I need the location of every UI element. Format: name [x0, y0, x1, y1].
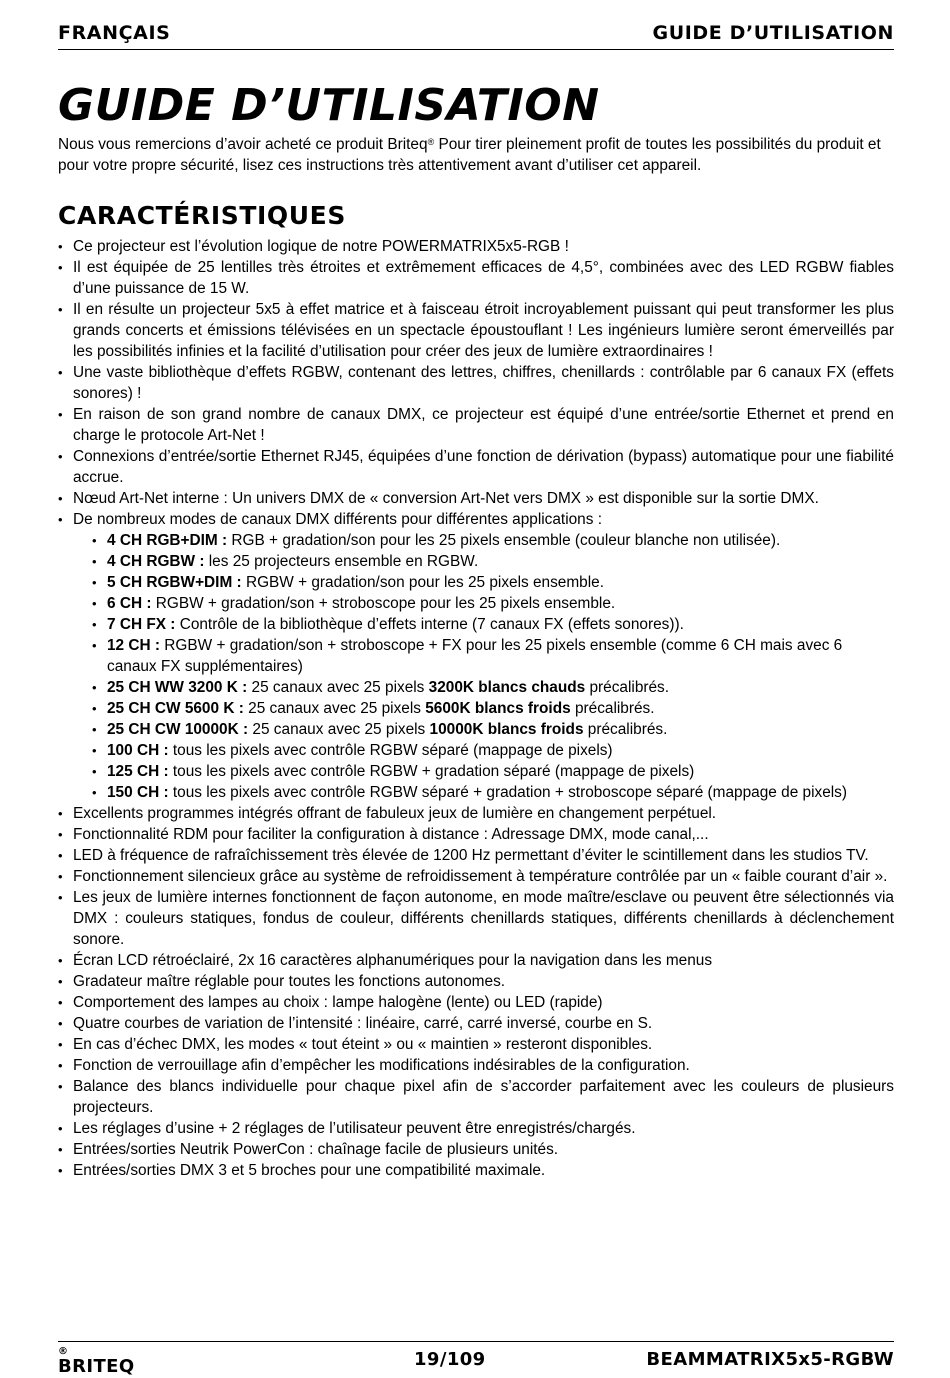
mode-desc: les 25 projecteurs ensemble en RGBW.: [204, 553, 479, 570]
footer-model: BEAMMATRIX5x5-RGBW: [646, 1349, 894, 1370]
feature-item: • Gradateur maître réglable pour toutes les fonctions autonomes.: [58, 971, 894, 992]
mode-label: 5 CH RGBW+DIM :: [107, 574, 242, 591]
mode-label: 25 CH CW 5600 K :: [107, 700, 244, 717]
feature-item-text: De nombreux modes de canaux DMX différents pour différentes applications :: [73, 511, 602, 528]
feature-item: • Quatre courbes de variation de l’intensité : linéaire, carré, carré inversé, courbe en S.: [58, 1013, 894, 1034]
mode-highlight: 3200K blancs chauds: [428, 679, 586, 696]
header-language: FRANÇAIS: [58, 22, 171, 44]
dmx-mode-item: [92, 635, 894, 677]
dmx-mode-item: [92, 719, 894, 740]
feature-item: • Une vaste bibliothèque d’effets RGBW, contenant des lettres, chiffres, chenillards : contrôlable par 6 canaux FX (effets sonores) !: [58, 362, 894, 404]
feature-item: • Les réglages d’usine + 2 réglages de l’utilisateur peuvent être enregistrés/chargés.: [58, 1118, 894, 1139]
mode-desc: 25 canaux avec 25 pixels: [243, 700, 426, 717]
page-header: [58, 22, 894, 50]
intro-text-end: Pour tirer pleinement profit de toutes les possibilités du produit et pour votre propre sécurité, lisez ces instructions très attentivement avant d’utiliser cet appareil.: [58, 136, 881, 174]
feature-item: • Comportement des lampes au choix : lampe halogène (lente) ou LED (rapide): [58, 992, 894, 1013]
dmx-mode-item: [92, 614, 894, 635]
mode-desc: 25 canaux avec 25 pixels: [248, 721, 430, 738]
mode-desc: RGB + gradation/son pour les 25 pixels ensemble (couleur blanche non utilisée).: [227, 532, 781, 549]
dmx-mode-item: [92, 740, 894, 761]
feature-item: • En raison de son grand nombre de canaux DMX, ce projecteur est équipé d’une entrée/sortie Ethernet et prend en charge le protocole Art-Net !: [58, 404, 894, 446]
feature-item: • En cas d’échec DMX, les modes « tout éteint » ou « maintien » resteront disponibles.: [58, 1034, 894, 1055]
page-footer: [58, 1341, 894, 1377]
feature-item: • Nœud Art-Net interne : Un univers DMX de « conversion Art-Net vers DMX » est disponible sur la sortie DMX.: [58, 488, 894, 509]
feature-item: • Les jeux de lumière internes fonctionnent de façon autonome, en mode maître/esclave ou peuvent être sélectionnés via DMX : couleurs statiques, fondus de couleur, différents chenillards statiques, différents chenillards à déclenchement sonore.: [58, 887, 894, 950]
page-number: 19/109: [414, 1349, 486, 1370]
header-section: GUIDE D’UTILISATION: [652, 22, 894, 44]
dmx-mode-item: [92, 677, 894, 698]
section-title: CARACTÉRISTIQUES: [58, 201, 346, 230]
mode-label: 25 CH WW 3200 K :: [107, 679, 248, 696]
feature-item: • Entrées/sorties DMX 3 et 5 broches pour une compatibilité maximale.: [58, 1160, 894, 1181]
dmx-mode-item: [92, 572, 894, 593]
feature-item: • Ce projecteur est l’évolution logique de notre POWERMATRIX5x5-RGB !: [58, 236, 894, 257]
feature-item: • Fonctionnement silencieux grâce au système de refroidissement à température contrôlée par un « faible courant d’air ».: [58, 866, 894, 887]
mode-label: 4 CH RGB+DIM :: [107, 532, 228, 549]
mode-label: 4 CH RGBW :: [107, 553, 205, 570]
feature-item: • Excellents programmes intégrés offrant de fabuleux jeux de lumière en changement perpétuel.: [58, 803, 894, 824]
feature-item: • Fonction de verrouillage afin d’empêcher les modifications indésirables de la configuration.: [58, 1055, 894, 1076]
mode-label: 25 CH CW 10000K :: [107, 721, 249, 738]
dmx-mode-item: [92, 530, 894, 551]
mode-desc: RGBW + gradation/son + stroboscope pour les 25 pixels ensemble.: [151, 595, 616, 612]
brand-registered-mark: ®: [58, 1346, 69, 1357]
mode-desc: Contrôle de la bibliothèque d’effets interne (7 canaux FX (effets sonores)).: [175, 616, 684, 633]
dmx-mode-item: [92, 551, 894, 572]
brand-name: BRITEQ: [58, 1356, 135, 1377]
mode-desc: tous les pixels avec contrôle RGBW séparé (mappage de pixels): [168, 742, 613, 759]
dmx-mode-item: [92, 698, 894, 719]
mode-label: 125 CH :: [107, 763, 169, 780]
mode-label: 100 CH :: [107, 742, 169, 759]
mode-label: 12 CH :: [107, 637, 161, 654]
mode-desc-end: précalibrés.: [570, 700, 655, 717]
mode-label: 6 CH :: [107, 595, 152, 612]
mode-desc: RGBW + gradation/son pour les 25 pixels ensemble.: [241, 574, 604, 591]
page-title: GUIDE D’UTILISATION: [58, 80, 600, 131]
feature-item: • LED à fréquence de rafraîchissement très élevée de 1200 Hz permettant d’éviter le scintillement dans les studios TV.: [58, 845, 894, 866]
footer-brand: [58, 1346, 135, 1377]
feature-item: • Balance des blancs individuelle pour chaque pixel afin de s’accorder parfaitement avec les couleurs de plusieurs projecteurs.: [58, 1076, 894, 1118]
mode-desc: tous les pixels avec contrôle RGBW séparé + gradation + stroboscope séparé (mappage de pixels): [168, 784, 847, 801]
registered-mark: ®: [427, 137, 435, 147]
mode-highlight: 10000K blancs froids: [429, 721, 584, 738]
feature-item: • Il en résulte un projecteur 5x5 à effet matrice et à faisceau étroit incroyablement puissant qui peut transformer les plus grands concerts et émissions télévisées en un spectacle époustouflant ! Les ingénieurs lumière seront émerveillés par les possibilités infinies et la facilité d’utilisation pour créer des jeux de lumière extraordinaires !: [58, 299, 894, 362]
feature-item: • Il est équipée de 25 lentilles très étroites et extrêmement efficaces de 4,5°, combinées avec des LED RGBW fiables d’une puissance de 15 W.: [58, 257, 894, 299]
mode-label: 7 CH FX :: [107, 616, 176, 633]
intro-text-start: Nous vous remercions d’avoir acheté ce produit Briteq: [58, 136, 428, 153]
dmx-mode-item: [92, 761, 894, 782]
intro-paragraph: [58, 134, 894, 176]
mode-label: 150 CH :: [107, 784, 169, 801]
mode-highlight: 5600K blancs froids: [425, 700, 571, 717]
dmx-mode-item: [92, 782, 894, 803]
features-list: [58, 236, 894, 1181]
mode-desc-end: précalibrés.: [583, 721, 668, 738]
feature-item: • Connexions d’entrée/sortie Ethernet RJ45, équipées d’une fonction de dérivation (bypass) automatique pour une fiabilité accrue.: [58, 446, 894, 488]
feature-item: [58, 509, 894, 803]
feature-item: • Écran LCD rétroéclairé, 2x 16 caractères alphanumériques pour la navigation dans les menus: [58, 950, 894, 971]
feature-item: • Fonctionnalité RDM pour faciliter la configuration à distance : Adressage DMX, mode canal,...: [58, 824, 894, 845]
mode-desc: RGBW + gradation/son + stroboscope + FX pour les 25 pixels ensemble (comme 6 CH mais avec 6 canaux FX supplémentaires): [107, 637, 843, 675]
dmx-mode-item: [92, 593, 894, 614]
mode-desc: 25 canaux avec 25 pixels: [247, 679, 429, 696]
mode-desc: tous les pixels avec contrôle RGBW + gradation séparé (mappage de pixels): [168, 763, 695, 780]
mode-desc-end: précalibrés.: [585, 679, 670, 696]
feature-item: • Entrées/sorties Neutrik PowerCon : chaînage facile de plusieurs unités.: [58, 1139, 894, 1160]
dmx-modes-list: [73, 530, 894, 803]
